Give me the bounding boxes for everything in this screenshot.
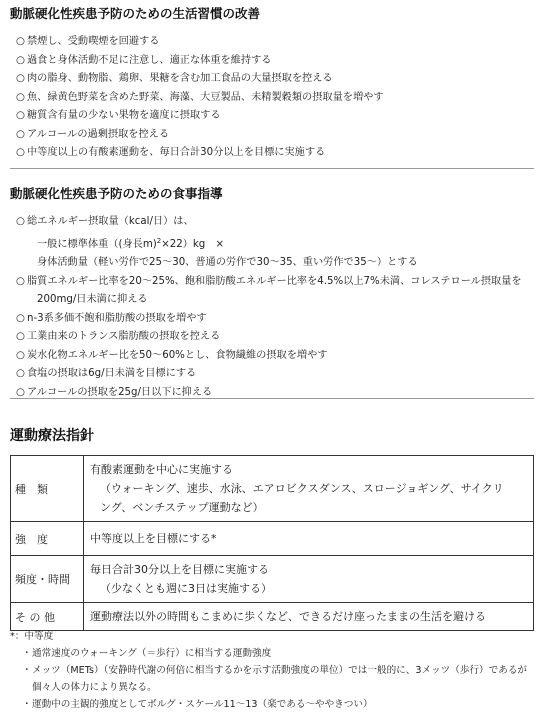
table-cell-key: 種 類	[11, 456, 84, 522]
exercise-table	[10, 455, 534, 631]
list-item: ○ 肉の脂身、動物脂、鶏卵、果糖を含む加工食品の大量摂取を控える	[16, 73, 333, 84]
lifestyle-list	[16, 33, 538, 163]
list-item: ○ 炭水化物エネルギー比を50～60%とし、食物繊維の摂取を増やす	[16, 349, 328, 361]
list-item: ○ 工業由来のトランス脂肪酸の摂取を控える	[16, 331, 221, 342]
section-title-exercise: 運動療法指針	[10, 428, 94, 444]
list-item: ○ 糖質含有量の少ない果物を適度に摂取する	[16, 110, 221, 121]
list-item: ○ 魚、緑黄色野菜を含めた野菜、海藻、大豆製品、未精製穀類の摂取量を増やす	[16, 91, 384, 103]
table-cell-key: 強 度	[11, 522, 84, 556]
footnote-item: ・ メッツ（METs）（安静時代謝の何倍に相当するかを示す活動強度の単位）では一般的に、3メッツ（歩行）であるが個々人の体力により異なる。	[22, 665, 528, 693]
section-title-diet: 動脈硬化性疾患予防のための食事指導	[10, 186, 223, 201]
table-cell-value: 毎日合計30分以上を目標に実施する （少なくとも週に3日は実施する）	[84, 556, 534, 603]
table-cell-key: 頻度・時間	[11, 556, 84, 603]
table-cell-value: 有酸素運動を中心に実施する （ウォーキング、速歩、水泳、エアロビクスダンス、スロージョギング、サイクリ ング、ベンチステップ運動など）	[84, 456, 534, 522]
table-row	[11, 603, 534, 631]
list-item: ○ 食塩の摂取は6g/日未満を目標にする	[16, 368, 197, 379]
list-item: ○ アルコールの過剰摂取を控える	[16, 128, 170, 140]
list-item: ○ 過食と身体活動不足に注意し、適正な体重を維持する	[16, 54, 272, 66]
diet-list	[16, 213, 538, 402]
list-item: ○ アルコールの摂取を25g/日以下に抑える	[16, 386, 213, 398]
table-cell-value: 中等度以上を目標にする*	[84, 522, 534, 556]
list-item: ○ 総エネルギー摂取量（kcal/日）は、 一般に標準体重（(身長m)$^2$×22）kg × 身体活動量（軽い労作で25～30、普通の労作で30～35、重い労作で35～）とする	[16, 216, 418, 268]
list-item: ○ 禁煙し、受動喫煙を回避する	[16, 36, 160, 47]
footnote-item: ・ 運動中の主観的強度としてボルグ・スケール11～13（楽である～ややきつい）	[22, 699, 373, 710]
footnote	[10, 628, 540, 713]
list-item: ○ 脂質エネルギー比率を20～25%、飽和脂肪酸エネルギー比率を4.5%以上7%未満、コレステロール摂取量を 200mg/日未満に抑える	[16, 275, 522, 305]
section-title-lifestyle: 動脈硬化性疾患予防のための生活習慣の改善	[10, 6, 261, 21]
footnote-title: *：中等度	[10, 631, 54, 642]
footnote-item: ・ 通常速度のウォーキング（＝歩行）に相当する運動強度	[22, 648, 272, 659]
divider	[10, 168, 534, 169]
table-row	[11, 522, 534, 556]
table-row	[11, 456, 534, 522]
table-cell-key: そ の 他	[11, 603, 84, 631]
table-cell-value: 運動療法以外の時間もこまめに歩くなど、できるだけ座ったままの生活を避ける	[84, 603, 534, 631]
divider	[10, 398, 534, 399]
list-item: ○ n-3系多価不飽和脂肪酸の摂取を増やす	[16, 312, 207, 324]
table-row	[11, 556, 534, 603]
list-item: ○ 中等度以上の有酸素運動を、毎日合計30分以上を目標に実施する	[16, 147, 326, 158]
